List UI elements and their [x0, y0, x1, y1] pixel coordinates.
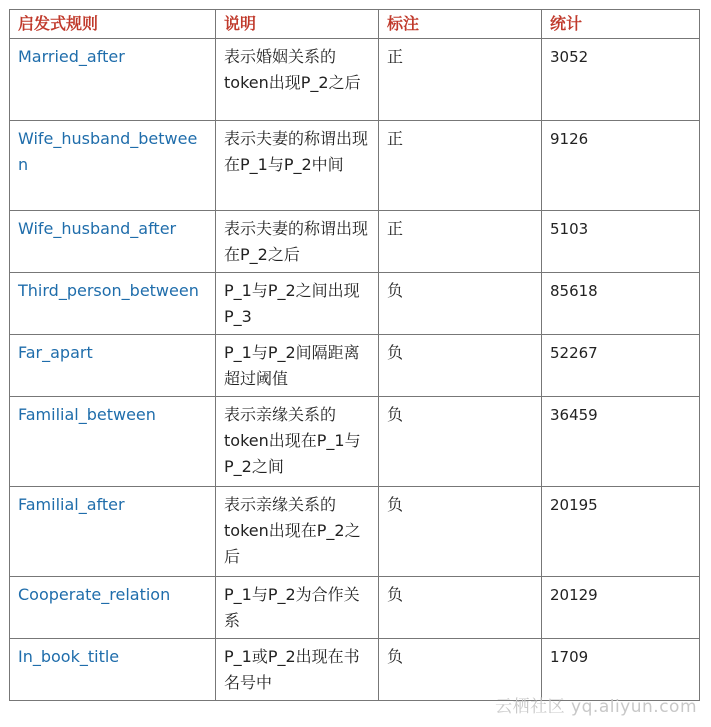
- rule-description: P_1或P_2出现在书名号中: [216, 639, 379, 701]
- rule-label: 负: [379, 487, 542, 577]
- rule-label: 负: [379, 639, 542, 701]
- table-row: [10, 39, 700, 121]
- rule-name: Familial_between: [10, 397, 216, 487]
- rule-name: Far_apart: [10, 335, 216, 397]
- rule-name: Familial_after: [10, 487, 216, 577]
- rule-description: P_1与P_2间隔距离超过阈值: [216, 335, 379, 397]
- header-label: 标注: [379, 10, 542, 39]
- table-row: [10, 487, 700, 577]
- rule-count: 85618: [542, 273, 700, 335]
- table-row: [10, 397, 700, 487]
- rule-label: 负: [379, 335, 542, 397]
- header-rule: 启发式规则: [10, 10, 216, 39]
- rule-description: 表示夫妻的称谓出现在P_1与P_2中间: [216, 121, 379, 211]
- rule-name: Third_person_between: [10, 273, 216, 335]
- rule-label: 正: [379, 211, 542, 273]
- rule-description: 表示亲缘关系的token出现在P_2之后: [216, 487, 379, 577]
- rule-label: 负: [379, 577, 542, 639]
- rule-count: 52267: [542, 335, 700, 397]
- rule-count: 20195: [542, 487, 700, 577]
- table-row: [10, 211, 700, 273]
- table-row: [10, 121, 700, 211]
- table-row: [10, 335, 700, 397]
- header-count: 统计: [542, 10, 700, 39]
- rule-label: 正: [379, 39, 542, 121]
- rule-label: 负: [379, 273, 542, 335]
- rule-count: 5103: [542, 211, 700, 273]
- rule-count: 36459: [542, 397, 700, 487]
- rule-description: 表示亲缘关系的token出现在P_1与P_2之间: [216, 397, 379, 487]
- rule-count: 3052: [542, 39, 700, 121]
- rule-name: Wife_husband_after: [10, 211, 216, 273]
- rule-name: Married_after: [10, 39, 216, 121]
- rule-label: 正: [379, 121, 542, 211]
- table-row: [10, 577, 700, 639]
- rule-name: Wife_husband_between: [10, 121, 216, 211]
- heuristic-rules-table: [9, 9, 700, 701]
- table-header-row: [10, 10, 700, 39]
- rule-label: 负: [379, 397, 542, 487]
- rule-count: 1709: [542, 639, 700, 701]
- rule-description: 表示婚姻关系的token出现P_2之后: [216, 39, 379, 121]
- header-description: 说明: [216, 10, 379, 39]
- rule-name: In_book_title: [10, 639, 216, 701]
- rule-description: P_1与P_2为合作关系: [216, 577, 379, 639]
- rule-description: 表示夫妻的称谓出现在P_2之后: [216, 211, 379, 273]
- table-row: [10, 273, 700, 335]
- rule-count: 20129: [542, 577, 700, 639]
- rule-description: P_1与P_2之间出现P_3: [216, 273, 379, 335]
- watermark: 云栖社区 yq.aliyun.com: [495, 697, 697, 717]
- rule-count: 9126: [542, 121, 700, 211]
- rule-name: Cooperate_relation: [10, 577, 216, 639]
